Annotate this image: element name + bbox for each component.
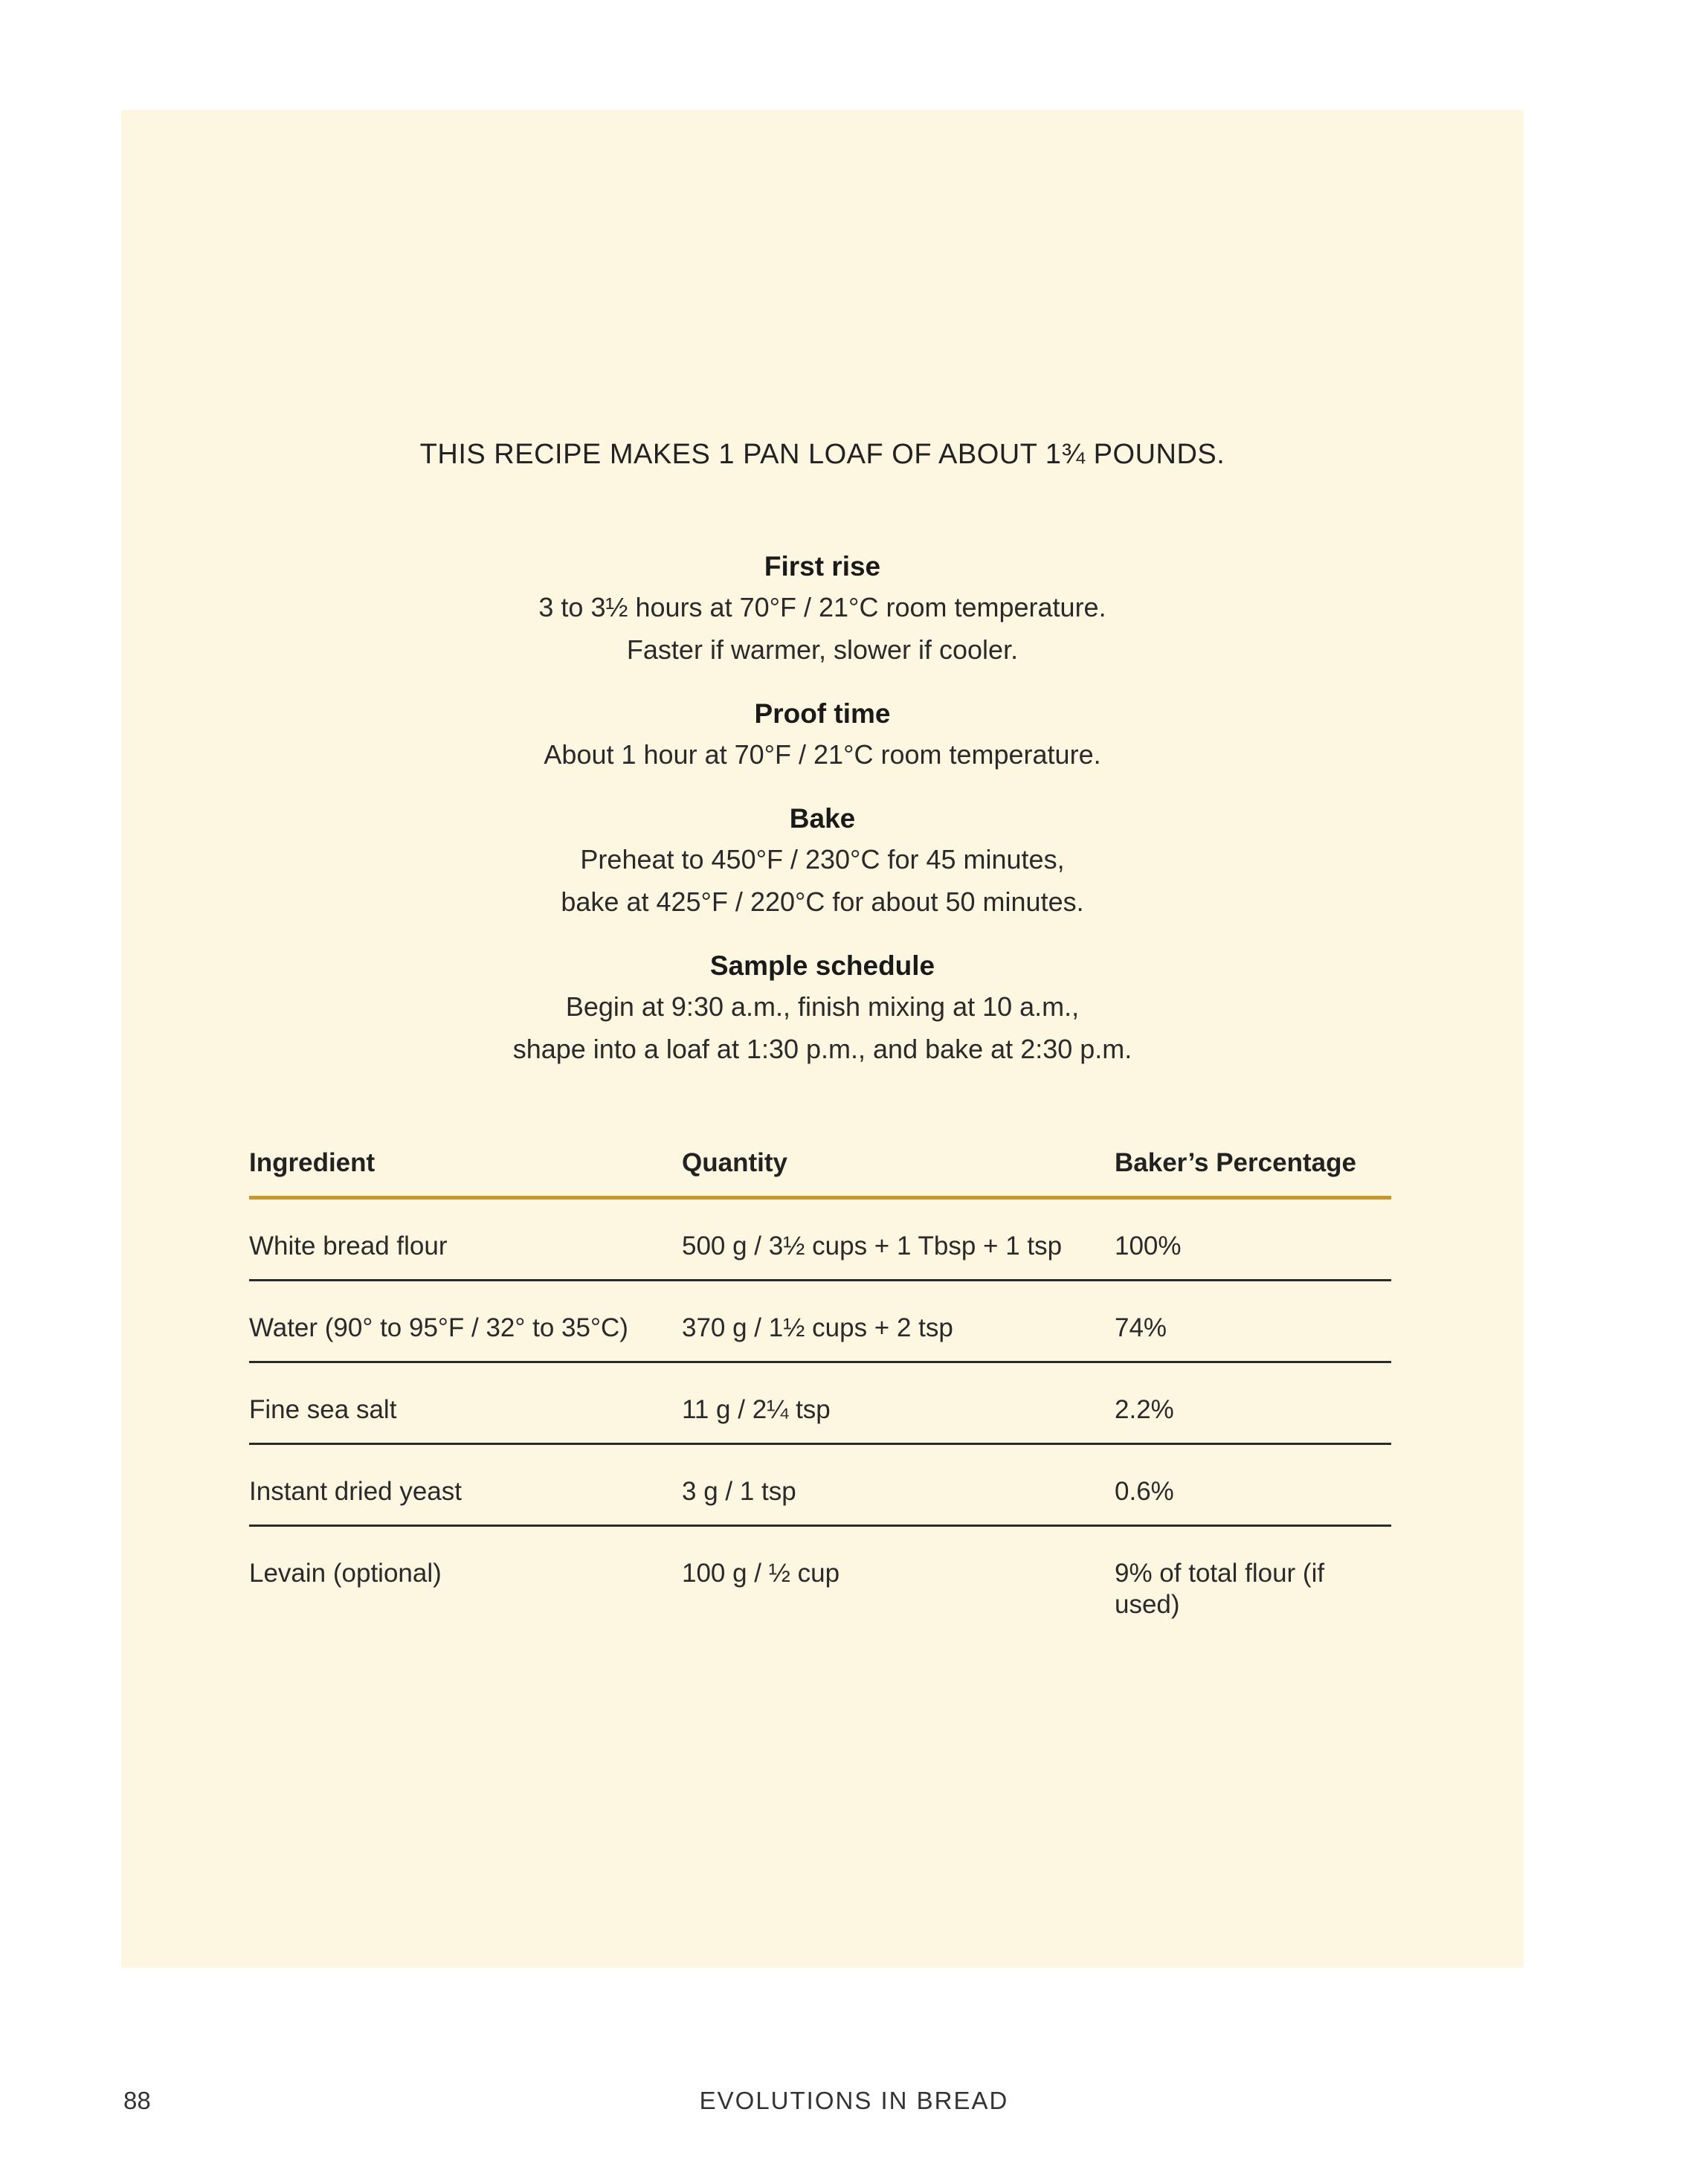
page-number: 88: [123, 2087, 151, 2114]
proof-time-line: About 1 hour at 70°F / 21°C room temperature.: [544, 739, 1101, 770]
ingredient-cell: Fine sea salt: [249, 1395, 397, 1424]
sample-schedule-line: Begin at 9:30 a.m., finish mixing at 10 a.m.,: [565, 991, 1080, 1022]
header-ingredient: Ingredient: [249, 1148, 376, 1177]
quantity-cell: 500 g / 3½ cups + 1 Tbsp + 1 tsp: [682, 1232, 1063, 1261]
table-header: [249, 1121, 1391, 1200]
proof-time-block: [121, 695, 1524, 776]
recipe-yield: THIS RECIPE MAKES 1 PAN LOAF OF ABOUT 1¾ POUNDS.: [419, 439, 1225, 470]
bake-heading: Bake: [789, 803, 856, 834]
first-rise-line: Faster if warmer, slower if cooler.: [626, 634, 1019, 665]
quantity-cell: 3 g / 1 tsp: [682, 1477, 796, 1506]
sample-schedule-block: [121, 947, 1524, 1070]
ingredient-cell: Levain (optional): [249, 1559, 442, 1588]
sample-schedule-line: shape into a loaf at 1:30 p.m., and bake at 2:30 p.m.: [512, 1034, 1132, 1064]
percentage-cell: 100%: [1115, 1232, 1182, 1261]
first-rise-block: [121, 547, 1524, 671]
percentage-cell: 9% of total flour (if used): [1115, 1559, 1325, 1619]
sample-schedule-heading: Sample schedule: [709, 950, 935, 981]
header-quantity: Quantity: [682, 1148, 787, 1177]
proof-time-heading: Proof time: [754, 698, 891, 729]
percentage-cell: 2.2%: [1115, 1395, 1174, 1424]
percentage-cell: 0.6%: [1115, 1477, 1174, 1506]
ingredients-table: [249, 1121, 1391, 1631]
table-row: [249, 1281, 1391, 1363]
ingredient-cell: Instant dried yeast: [249, 1477, 462, 1506]
recipe-panel: [121, 110, 1524, 1968]
quantity-cell: 100 g / ½ cup: [682, 1559, 840, 1588]
ingredient-cell: Water (90° to 95°F / 32° to 35°C): [249, 1313, 628, 1342]
bake-line: bake at 425°F / 220°C for about 50 minutes.: [561, 886, 1084, 917]
first-rise-line: 3 to 3½ hours at 70°F / 21°C room temperature.: [538, 592, 1106, 622]
table-row: [249, 1527, 1391, 1631]
running-title: EVOLUTIONS IN BREAD: [699, 2087, 1009, 2114]
percentage-cell: 74%: [1115, 1313, 1167, 1342]
quantity-cell: 370 g / 1½ cups + 2 tsp: [682, 1313, 953, 1342]
timing-section: [121, 547, 1524, 1094]
first-rise-heading: First rise: [764, 551, 881, 582]
table-row: [249, 1445, 1391, 1527]
header-bakers-percentage: Baker’s Percentage: [1115, 1148, 1356, 1177]
quantity-cell: 11 g / 2¼ tsp: [682, 1395, 831, 1424]
bake-block: [121, 799, 1524, 923]
ingredient-cell: White bread flour: [249, 1232, 448, 1261]
table-row: [249, 1200, 1391, 1281]
bake-line: Preheat to 450°F / 230°C for 45 minutes,: [580, 844, 1065, 875]
table-row: [249, 1363, 1391, 1445]
